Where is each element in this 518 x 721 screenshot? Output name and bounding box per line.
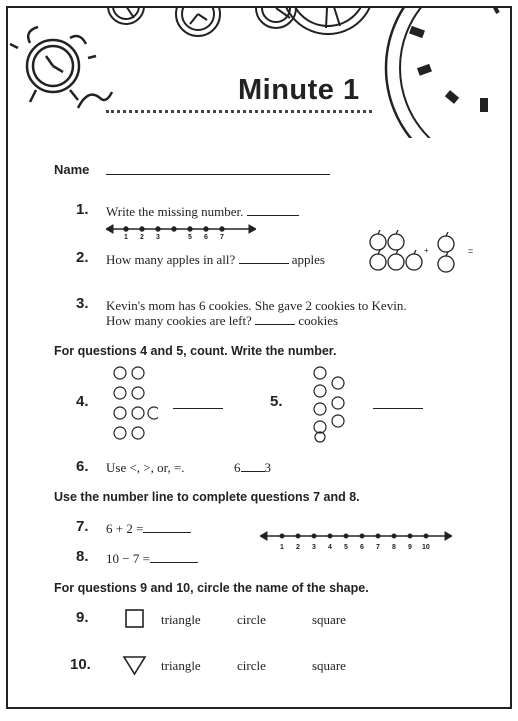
question-1-text: Write the missing number. bbox=[106, 204, 299, 220]
page-title: Minute 1 bbox=[238, 74, 360, 106]
section-count-heading: For questions 4 and 5, count. Write the number. bbox=[54, 344, 337, 358]
question-6-text: Use <, >, or, =. bbox=[106, 460, 185, 475]
section-shapes-heading: For questions 9 and 10, circle the name of the shape. bbox=[54, 581, 369, 595]
question-6-comparison: 6 3 bbox=[234, 460, 271, 475]
question-1-number: 1. bbox=[76, 201, 89, 218]
square-shape-icon bbox=[124, 608, 146, 630]
question-5-number: 5. bbox=[270, 393, 283, 410]
triangle-shape-icon bbox=[122, 654, 148, 676]
question-6-answer-blank[interactable] bbox=[241, 471, 265, 472]
question-9-option-circle[interactable]: circle bbox=[237, 612, 266, 627]
question-3-answer-blank[interactable] bbox=[255, 324, 295, 325]
worksheet-page: Minute 1 Name 1. Write the missing number. 1 2 3 5 6 7 2. How many apples in all? apples + = 3. Kevin's mom has 6 cookies. She gave 2 cookies to Kevin. How many cookies are left? cookies For questions 4 and 5, count. Write the number. 4. 5. 6. Use <, >, or, =. 6 3 Use the number line to complete questions 7 and 8. 7. 6 + 2 = 8. 10 − 7 = 1 2 3 4 5 6 7 8 9 10 For questions 9 and 10, circle the name of the shape. 9. triangle circle square 10. triangle circle square bbox=[6, 6, 512, 709]
name-label: Name bbox=[54, 162, 90, 177]
question-5-answer-blank[interactable] bbox=[373, 408, 423, 409]
question-9-option-triangle[interactable]: triangle bbox=[161, 612, 201, 627]
question-8-answer-blank[interactable] bbox=[150, 562, 198, 563]
question-4-apples-icon bbox=[108, 363, 158, 443]
question-8-number: 8. bbox=[76, 548, 89, 565]
question-8-text: 10 − 7 = bbox=[106, 551, 198, 567]
question-2-number: 2. bbox=[76, 249, 89, 266]
clock-decoration-icon bbox=[8, 8, 512, 138]
question-6-number: 6. bbox=[76, 458, 89, 475]
question-3-number: 3. bbox=[76, 295, 89, 312]
question-4-answer-blank[interactable] bbox=[173, 408, 223, 409]
question-1-answer-blank[interactable] bbox=[247, 215, 299, 216]
title-divider bbox=[106, 110, 372, 113]
apples-icon bbox=[366, 230, 476, 278]
number-line-icon bbox=[106, 222, 256, 246]
question-9-number: 9. bbox=[76, 609, 89, 626]
question-5-apples-icon bbox=[308, 363, 358, 443]
question-10-number: 10. bbox=[70, 656, 91, 673]
number-line-1-10-icon bbox=[260, 528, 452, 544]
question-2-answer-blank[interactable] bbox=[239, 263, 289, 264]
question-4-number: 4. bbox=[76, 393, 89, 410]
question-3-line-1: Kevin's mom has 6 cookies. She gave 2 cookies to Kevin. bbox=[106, 298, 407, 313]
question-9-option-square[interactable]: square bbox=[312, 612, 346, 627]
question-7-answer-blank[interactable] bbox=[143, 532, 191, 533]
name-field[interactable] bbox=[106, 174, 330, 175]
question-10-option-square[interactable]: square bbox=[312, 658, 346, 673]
question-3-line-2: How many cookies are left? cookies bbox=[106, 313, 339, 328]
question-10-option-circle[interactable]: circle bbox=[237, 658, 266, 673]
question-7-number: 7. bbox=[76, 518, 89, 535]
question-10-option-triangle[interactable]: triangle bbox=[161, 658, 201, 673]
question-2-text: How many apples in all? apples bbox=[106, 252, 325, 267]
section-numberline-heading: Use the number line to complete questions 7 and 8. bbox=[54, 490, 360, 504]
question-7-text: 6 + 2 = bbox=[106, 521, 191, 537]
